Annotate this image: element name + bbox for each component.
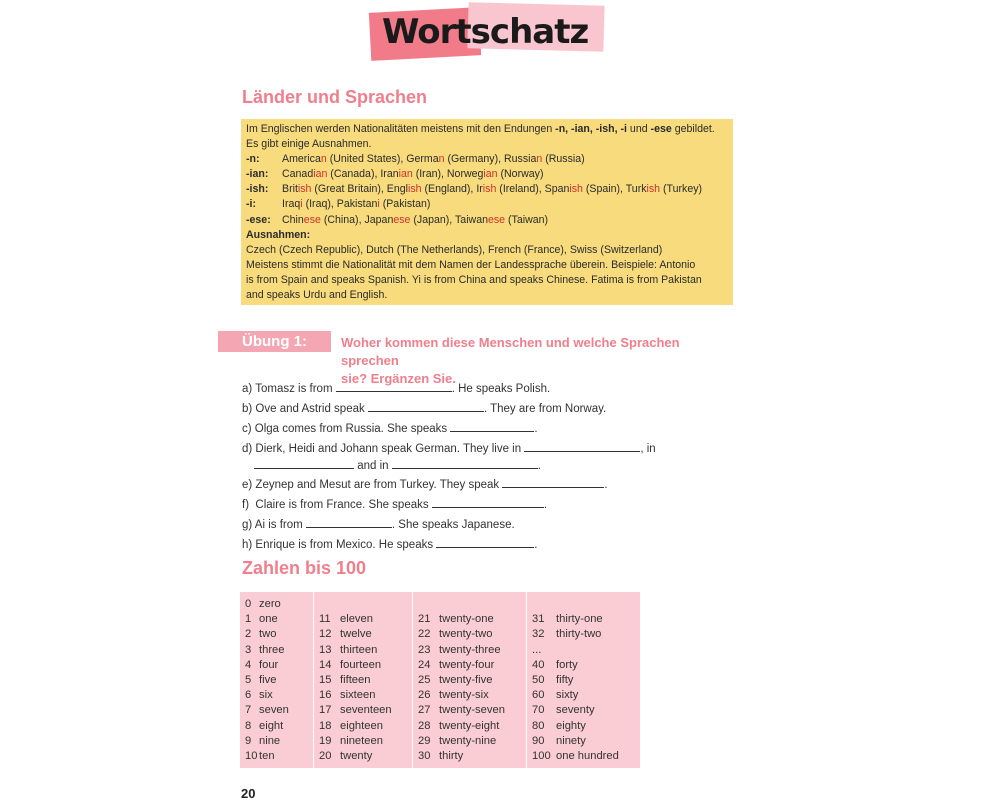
answer-blank[interactable] [436,536,534,548]
country-name: (Norway) [497,168,544,181]
intro-endings: -n, -ian, -ish, -i [555,123,627,135]
nationality-ending: n [320,153,327,166]
number-row [245,674,276,686]
number-word: forty [556,658,578,671]
number-digit: 8 [245,719,252,732]
answer-blank[interactable] [502,476,604,488]
ending-examples [282,197,430,212]
answer-blank[interactable] [524,440,640,452]
number-word: eleven [340,613,373,626]
number-word: thirteen [340,643,378,656]
number-row [319,659,381,671]
answer-blank[interactable] [432,496,544,508]
exercise-text: a) Tomasz is from [242,383,336,395]
numbers-column [313,592,413,768]
nationality-ending: i [377,198,380,211]
number-word: eight [259,719,284,732]
intro-line-2: Es gibt einige Ausnahmen. [246,138,372,151]
nationality-stem: Brit [282,183,298,196]
answer-blank[interactable] [306,516,392,528]
number-word: thirty [439,750,464,762]
intro-line-1 [246,122,728,137]
number-digit: 20 [319,750,332,762]
exercise-task-line-1: Woher kommen diese Menschen und welche Sprachen sprechen [341,335,680,368]
number-row [418,644,501,656]
number-row [532,613,603,625]
number-word: sixteen [340,689,376,702]
exercise-text: . [543,499,548,511]
number-row [418,613,494,625]
number-digit: 26 [418,689,431,702]
exercise-text: h) Enrique is from Mexico. He speaks [242,539,437,551]
exercise-label: Übung 1: [218,331,331,352]
nationality-ending: ish [297,183,312,196]
nationality-stem: Taiwan [455,213,488,226]
number-digit: 21 [418,613,431,626]
number-digit: 10 [245,750,258,762]
number-row [245,704,289,716]
page-number: 20 [241,786,256,801]
exercise-text: b) Ove and Astrid speak [242,403,368,415]
number-row [532,735,586,747]
number-word: six [259,689,273,702]
intro-ending-ese: -ese [650,123,672,135]
number-word: twenty-two [439,628,493,641]
number-digit: 12 [319,628,332,641]
number-row [245,613,278,625]
number-row [532,674,573,686]
exercise-text: . [534,423,538,435]
nationality-ending: ish [482,183,497,196]
number-word: twenty-three [439,643,501,656]
number-row [532,704,595,716]
ending-label: -n: [246,153,260,166]
number-word: nine [259,734,281,747]
nationality-stem: Germa [406,153,439,166]
number-digit: 13 [319,643,332,656]
intro-text-end: gebildet. [671,123,715,135]
ending-row [246,167,728,182]
nationality-ending: ian [398,168,413,181]
number-word: four [259,658,279,671]
country-name: (China), [320,213,365,226]
exercise-item [242,400,606,415]
numbers-table [240,592,640,768]
country-name: (Ireland), [496,183,545,196]
nationality-ending: ese [393,213,411,226]
number-word: thirty-one [556,613,603,626]
number-word: two [259,628,277,641]
ending-label: -ish: [246,183,269,196]
exercise-text: . [537,460,541,472]
exercise-item [242,380,550,395]
number-row [418,628,492,640]
country-name: (Turkey) [660,183,703,196]
number-word: one [259,613,278,626]
exceptions-heading-text: Ausnahmen: [246,228,311,241]
answer-blank[interactable] [392,457,538,469]
info-box [241,119,733,305]
number-digit: 25 [418,674,431,686]
intro-text: Im Englischen werden Nationalitäten meistens mit den Endungen [246,123,556,135]
exercise-item [242,536,538,551]
exercise-text: g) Ai is from [242,519,306,531]
number-row [319,735,383,747]
number-digit: 32 [532,628,545,641]
nationality-ending: i [300,198,303,211]
page-title-part2: schatz [470,12,589,52]
number-digit: 1 [245,613,252,626]
exercise-text: e) Zeynep and Mesut are from Turkey. They speak [242,479,503,491]
exercise-text: . [604,479,608,491]
ending-row [246,152,728,167]
nationality-stem: Turk [625,183,647,196]
number-row [245,689,273,701]
country-name: (United States), [326,153,407,166]
number-digit: 2 [245,628,252,641]
nationality-stem: Ir [476,183,483,196]
exercise-text: . [534,539,538,551]
nationality-ending: ese [303,213,321,226]
number-word: nineteen [340,734,383,747]
number-digit: 29 [418,734,431,747]
number-row [319,674,370,686]
number-word: thirty-two [556,628,602,641]
country-name: (Pakistan) [379,198,431,211]
number-word: one hundred [556,750,619,762]
exercise-item [242,516,515,531]
country-name: (Japan), [410,213,455,226]
title-banner [368,4,608,58]
number-row [319,644,377,656]
exercise-text: f) Claire is from France. She speaks [242,499,432,511]
number-word: seven [259,704,289,717]
intro-und: und [626,123,651,135]
number-row [319,689,375,701]
nationality-stem: Russia [504,153,537,166]
section-heading-numbers: Zahlen bis 100 [242,558,367,578]
number-word: three [259,643,285,656]
answer-blank[interactable] [336,380,452,392]
ending-label: -ian: [246,168,269,181]
country-name: (Iran), [412,168,447,181]
country-name: (Canada), [327,168,381,181]
nationality-stem: Pakistan [336,198,378,211]
ending-examples [282,213,548,228]
number-digit: 5 [245,674,252,686]
exercise-text: . They are from Norway. [483,403,607,415]
number-digit: 70 [532,704,545,717]
number-digit: 60 [532,689,545,702]
number-row [319,613,373,625]
number-row [532,689,578,701]
number-digit: 6 [245,689,252,702]
number-word: twenty-four [439,658,495,671]
number-word: seventeen [340,704,392,717]
number-word: twelve [340,628,372,641]
number-digit: 14 [319,658,332,671]
number-digit: 4 [245,658,252,671]
number-row [418,720,499,732]
nationality-stem: America [282,153,321,166]
number-digit: 0 [245,598,252,610]
nationality-stem: Iran [380,168,399,181]
ending-examples [282,182,702,197]
number-row [319,720,383,732]
answer-blank[interactable] [254,457,354,469]
number-word: twenty-eight [439,719,500,732]
number-word: twenty-six [439,689,489,702]
number-word: zero [259,598,281,610]
nationality-ending: ese [487,213,506,226]
number-row [319,750,372,762]
number-digit: 7 [245,704,252,717]
number-row [245,659,278,671]
number-word: eighty [556,719,586,732]
ending-row [246,213,728,228]
exercise-item [254,457,541,472]
number-row [532,659,578,671]
nationality-stem: Japan [364,213,394,226]
number-row [245,720,283,732]
exercise-item [242,476,608,491]
number-row [418,674,492,686]
exercise-item [242,496,547,511]
number-word: twenty-one [439,613,494,626]
number-row [418,704,505,716]
nationality-stem: Engl [386,183,408,196]
number-word: fourteen [340,658,382,671]
number-digit: 19 [319,734,332,747]
nationality-ending: n [536,153,543,166]
nationality-ending: ish [569,183,583,196]
answer-blank[interactable] [450,420,534,432]
number-digit: 15 [319,674,332,686]
nationality-ending: n [438,153,445,166]
ending-row [246,197,728,212]
number-digit: 50 [532,674,545,686]
number-row [245,598,281,610]
exercise-text: and in [354,460,392,472]
number-row [532,644,556,656]
number-row [319,628,372,640]
number-digit: ... [532,643,542,656]
country-name: (Russia) [542,153,585,166]
number-digit: 90 [532,734,545,747]
number-word: twenty-seven [439,704,505,717]
number-row [418,750,463,762]
number-digit: 27 [418,704,431,717]
number-row [245,735,280,747]
exercise-text: . He speaks Polish. [451,383,551,395]
exercise-item [242,420,538,435]
ending-row [246,182,728,197]
number-row [532,720,586,732]
number-row [245,750,275,762]
note-line: and speaks Urdu and English. [246,289,388,302]
country-name: (Spain), [582,183,626,196]
number-word: fifty [556,674,574,686]
country-name: (Germany), [444,153,504,166]
ending-examples [282,152,585,167]
nationality-ending: ian [483,168,498,181]
note-line: Meistens stimmt die Nationalität mit dem Namen der Landessprache überein. Beispiele: Antonio [246,258,696,271]
number-digit: 40 [532,658,545,671]
answer-blank[interactable] [368,400,484,412]
section-heading-countries: Länder und Sprachen [242,87,428,107]
nationality-stem: Span [544,183,570,196]
number-word: fifteen [340,674,371,686]
exercise-text: . She speaks Japanese. [391,519,515,531]
number-row [245,628,276,640]
number-word: ninety [556,734,586,747]
nationality-stem: Canad [282,168,314,181]
number-word: twenty-nine [439,734,497,747]
exercise-task-line-2: sie? Ergänzen Sie. [341,371,456,386]
number-digit: 23 [418,643,431,656]
number-row [418,689,489,701]
number-digit: 100 [532,750,551,762]
exceptions-heading [246,228,728,243]
exceptions-text: Czech (Czech Republic), Dutch (The Netherlands), French (France), Swiss (Switzerland) [246,243,663,256]
number-row [418,659,494,671]
ending-label: -ese: [246,213,271,226]
numbers-column [240,592,313,768]
exercise-text: c) Olga comes from Russia. She speaks [242,423,451,435]
number-digit: 24 [418,658,431,671]
number-word: twenty-five [439,674,493,686]
number-row [532,628,601,640]
number-digit: 9 [245,734,252,747]
nationality-stem: Norweg [446,168,484,181]
number-word: sixty [556,689,579,702]
numbers-column [412,592,527,768]
number-digit: 3 [245,643,252,656]
number-row [319,704,392,716]
exercise-text: d) Dierk, Heidi and Johann speak German. They live in [242,443,525,455]
number-digit: 18 [319,719,332,732]
nationality-stem: Iraq [282,198,301,211]
number-word: eighteen [340,719,383,732]
number-digit: 31 [532,613,545,626]
ending-examples [282,167,543,182]
page-title [382,12,588,52]
nationality-ending: ish [646,183,661,196]
country-name: (Taiwan) [505,213,549,226]
country-name: (Great Britain), [311,183,387,196]
number-digit: 17 [319,704,332,717]
number-digit: 16 [319,689,332,702]
country-name: (Iraq), [302,198,337,211]
number-word: seventy [556,704,595,717]
number-row [532,750,619,762]
number-row [245,644,285,656]
page-title-part1: Wort [382,12,471,52]
nationality-ending: ian [313,168,328,181]
number-digit: 30 [418,750,431,762]
number-row [418,735,496,747]
numbers-column [526,592,641,768]
nationality-ending: ish [408,183,422,196]
ending-label: -i: [246,198,256,211]
number-digit: 11 [319,613,331,626]
number-digit: 80 [532,719,545,732]
number-word: ten [259,750,275,762]
exercise-item [242,440,656,455]
nationality-stem: Chin [282,213,304,226]
number-word: twenty [340,750,373,762]
exercise-text: , in [640,443,656,455]
country-name: (England), [421,183,477,196]
number-digit: 28 [418,719,431,732]
note-line: is from Spain and speaks Spanish. Yi is from China and speaks Chinese. Fatima is from Pakistan [246,273,702,286]
number-digit: 22 [418,628,431,641]
number-word: five [259,674,277,686]
